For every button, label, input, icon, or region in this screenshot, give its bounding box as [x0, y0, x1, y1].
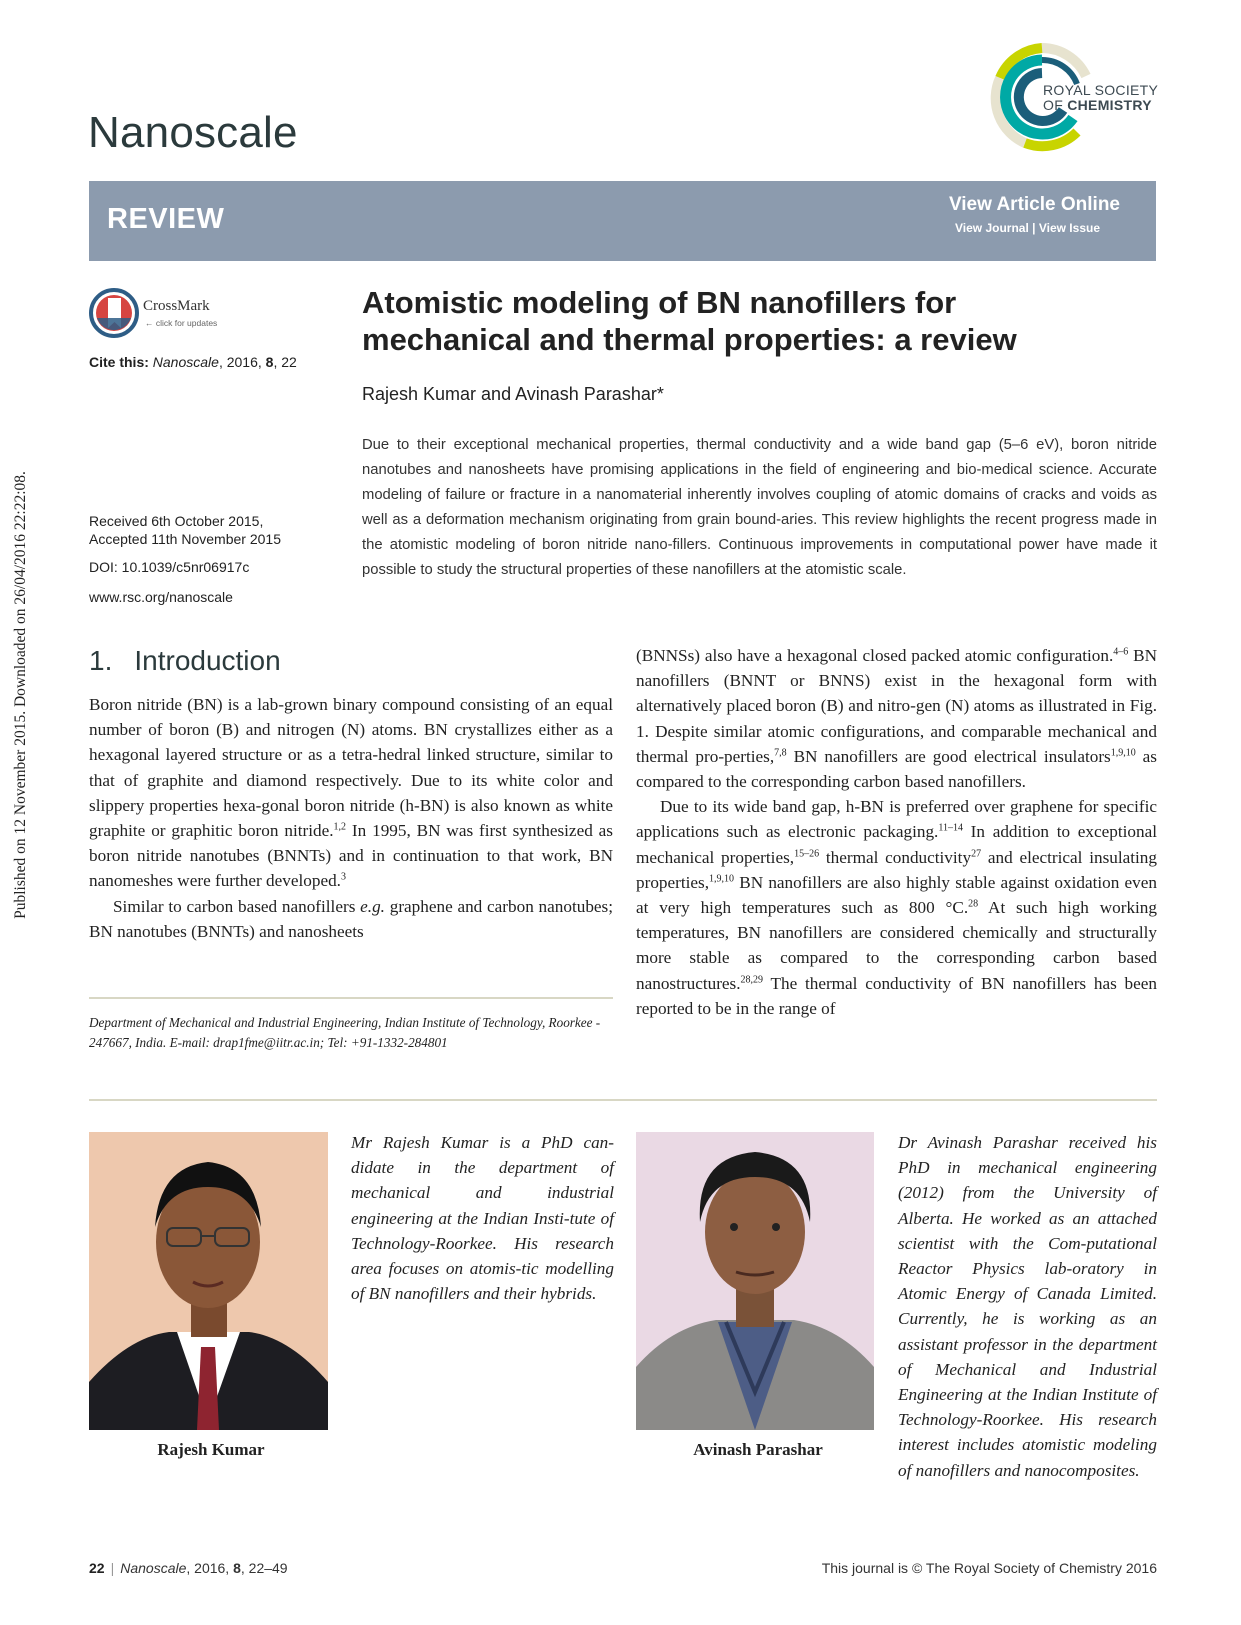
download-stamp [6, 455, 36, 935]
article-dates [89, 512, 281, 548]
citation-ref[interactable]: 15–26 [794, 847, 820, 859]
doi[interactable]: DOI: 10.1039/c5nr06917c [89, 559, 250, 575]
section-title: Introduction [134, 645, 281, 676]
page-footer-left: 22 | Nanoscale, 2016, 8, 22–49 [89, 1560, 288, 1576]
paragraph: Similar to carbon based nanofillers e.g. graphene and carbon nanotubes; BN nanotubes (BNNTs) and nanosheets [89, 896, 614, 941]
citation-ref[interactable]: 1,9,10 [1110, 747, 1136, 759]
author-photo-avinash-parashar [636, 1132, 874, 1430]
citation-ref[interactable]: 7,8 [774, 747, 787, 759]
author-photo-caption: Avinash Parashar [693, 1440, 823, 1459]
author-photo-rajesh-kumar [89, 1132, 328, 1430]
crossmark-sublabel: ← click for updates [145, 318, 218, 328]
received-date: Received 6th October 2015, [89, 513, 264, 529]
accepted-date: Accepted 11th November 2015 [89, 531, 281, 547]
author-bio: Mr Rajesh Kumar is a PhD can-didate in the department of mechanical and industrial engineering at the Indian Insti-tute of Technology-Roorkee. His research area focuses on atomis-tic modelling of BN nanofillers and their hybrids. [351, 1133, 614, 1304]
crossmark-label: CrossMark [143, 298, 210, 314]
bio-divider [89, 1099, 1157, 1101]
citation-ref[interactable]: 3 [340, 871, 346, 883]
banner-sub-links [955, 221, 1100, 235]
rsc-logo[interactable] [985, 40, 1165, 155]
paragraph: Boron nitride (BN) is a lab-grown binary compound consisting of an equal number of boron (B) and nitrogen (N) atoms. BN crystallizes either as a hexagonal layered structure or as a tetra-hedral linked structure, similar to that of graphite and diamond respectively. Due to its white color and slippery properties hexa-gonal boron nitride (h-BN) is also known as white graphite or graphitic boron nitride.$^{1,2}$ In 1995, BN was first synthesized as boron nitride nanotubes (BNNTs) and in continuation to that work, BN nanomeshes were further developed.$^3$ [89, 695, 613, 891]
citation-ref[interactable]: 1,9,10 [709, 873, 735, 885]
page-number: 22 [89, 1560, 105, 1576]
portrait-image [636, 1132, 874, 1430]
copyright-notice: This journal is © The Royal Society of Chemistry 2016 [821, 1560, 1157, 1576]
citation-ref[interactable]: 28,29 [740, 973, 764, 985]
citation-ref[interactable]: 4–6 [1113, 646, 1129, 658]
journal-name: Nanoscale [88, 108, 298, 157]
crossmark-badge[interactable] [89, 288, 229, 340]
paragraph: Due to its wide band gap, h-BN is preferred over graphene for specific applications such as electronic packaging.$^{11-14}$ In addition to exceptional mechanical properties,$^{15-26}$ thermal conductivity$^{27}$ and electrical insulating properties,$^{1,9,10}$ BN nanofillers are also highly stable against oxidation even at very high temperatures such as 800 °C.$^{28}$ At such high working temperatures, BN nanofillers are considered chemically and structurally more stable as compared to the corresponding carbon based nanostructures.$^{28,29}$ The thermal conductivity of BN nanofillers has been reported to be in the range of [636, 797, 1157, 1018]
section-number: 1. [89, 645, 113, 676]
citation-ref[interactable]: 28 [968, 898, 979, 910]
author-photo-caption: Rajesh Kumar [157, 1440, 265, 1459]
crossmark-icon [89, 288, 139, 338]
author-affiliation: Department of Mechanical and Industrial Engineering, Indian Institute of Technology, Roorkee - 247667, India. E-mail: drap1fme@iitr.ac.in; Tel: +91-1332-284801 [89, 1015, 601, 1050]
abstract: Due to their exceptional mechanical properties, thermal conductivity and a wide band gap (5–6 eV), boron nitride nanotubes and nanosheets have promising applications in the field of engineering and bio-medical science. Accurate modeling of failure or fracture in a nanomaterial inherently involves coupling of atomic domains of cracks and voids as well as a deformation mechanism originating from grain bound-aries. This review highlights the recent progress made in the atomistic modeling of boron nitride nano-fillers. Continuous improvements in computational power have made it possible to study the structural properties of these nanofillers at the atomistic scale. [362, 437, 1157, 578]
body-column-right [636, 643, 1157, 1021]
citation-ref[interactable]: 27 [971, 847, 982, 859]
download-stamp-text: Published on 12 November 2015. Downloaded on 26/04/2016 22:22:08. [12, 471, 29, 919]
view-issue-link[interactable]: View Issue [1038, 221, 1100, 235]
view-journal-link[interactable]: View Journal [954, 221, 1029, 235]
article-banner [89, 181, 1156, 261]
section-heading [89, 645, 281, 677]
paragraph: (BNNSs) also have a hexagonal closed packed atomic configuration.$^{4-6}$ BN nanofillers (BNNT or BNNS) exist in the hexagonal form with alternatively placed boron (B) and nitro-gen (N) atoms as illustrated in Fig. 1. Despite similar atomic configurations, and comparable mechanical and thermal pro-perties,$^{7,8}$ BN nanofillers are good electrical insulators$^{1,9,10}$ as compared to the corresponding carbon based nanofillers. [636, 646, 1157, 792]
portrait-image [89, 1132, 328, 1430]
footnote-divider [89, 997, 613, 999]
journal-url[interactable]: www.rsc.org/nanoscale [89, 589, 233, 605]
article-title: Atomistic modeling of BN nanofillers for mechanical and thermal properties: a review [362, 285, 1017, 357]
author-list: Rajesh Kumar and Avinash Parashar* [362, 384, 664, 404]
rsc-logo-line1: ROYAL SOCIETY [1043, 82, 1159, 98]
banner-separator: | [1032, 221, 1036, 235]
citation-ref[interactable]: 11–14 [938, 822, 963, 834]
view-article-online-link[interactable]: View Article Online [948, 194, 1120, 215]
rsc-logo-line2: OF CHEMISTRY [1043, 97, 1152, 113]
body-column-left [89, 692, 613, 944]
cite-line: Cite this: Nanoscale, 2016, 8, 22 [89, 354, 297, 370]
citation-ref[interactable]: 1,2 [333, 821, 347, 833]
article-type: REVIEW [107, 203, 225, 235]
author-bio: Dr Avinash Parashar received his PhD in mechanical engineering (2012) from the University of Alberta. He worked as an attached scientist with the Com-putational Reactor Physics lab-oratory in Atomic Energy of Canada Limited. Currently, he is working as an assistant professor in the department of Mechanical and Industrial Engineering at the Indian Institute of Technology-Roorkee. His research interest includes atomistic modeling of nanofillers and nanocomposites. [898, 1133, 1157, 1480]
